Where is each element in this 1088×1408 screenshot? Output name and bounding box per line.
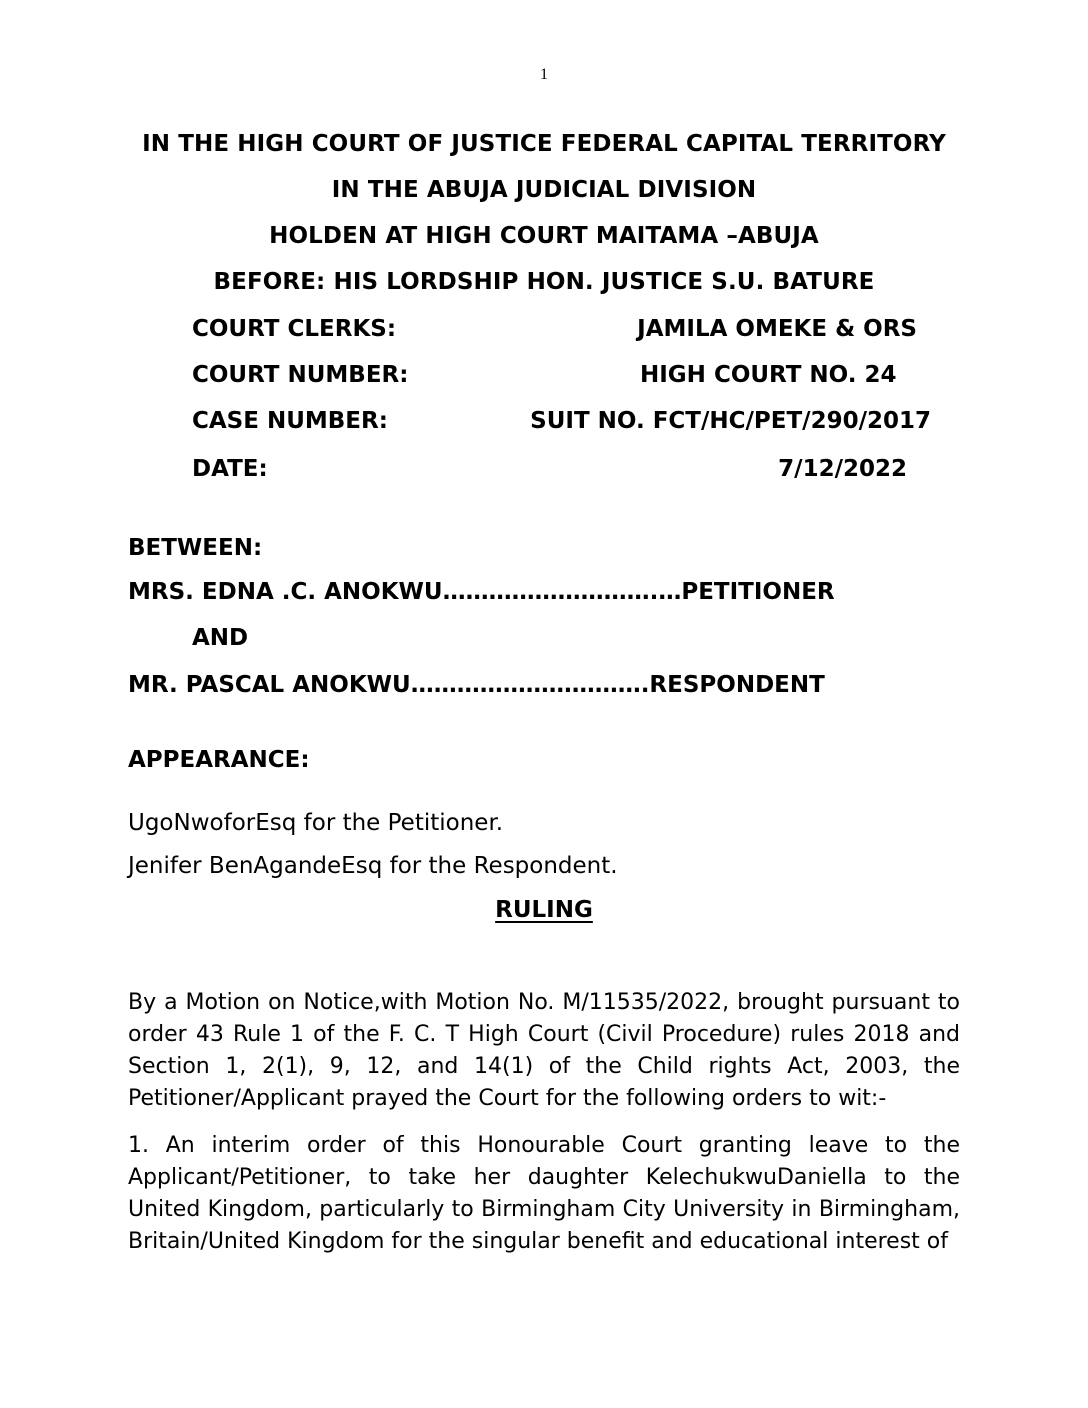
court-clerks-label: COURT CLERKS: <box>192 316 397 342</box>
ruling-heading: RULING <box>495 897 593 923</box>
case-number-label: CASE NUMBER: <box>192 408 388 434</box>
division-line: IN THE ABUJA JUDICIAL DIVISION <box>331 177 757 203</box>
and-line: AND <box>192 625 249 651</box>
between-heading: BETWEEN: <box>128 535 263 561</box>
court-number-value: HIGH COURT NO. 24 <box>640 362 897 388</box>
case-number-value: SUIT NO. FCT/HC/PET/290/2017 <box>530 408 931 434</box>
motion-paragraph: By a Motion on Notice,with Motion No. M/11535/2022, brought pursuant to order 43 Rule 1 of the F. C. T High Court (Civil Procedure) rules 2018 and Section 1, 2(1), 9, 12, and 14(1) of the Child rights Act, 2003, the Petitioner/Applicant prayed the Court for the following orders to wit:- <box>128 990 960 1111</box>
order-paragraph-1: 1. An interim order of this Honourable Court granting leave to the Applicant/Petitioner, to take her daughter KelechukwuDaniella to the United Kingdom, particularly to Birmingham City University in Birmingham, Britain/United Kingdom for the singular benefit and educational interest of <box>128 1133 960 1254</box>
court-number-label: COURT NUMBER: <box>192 362 409 388</box>
appearance-respondent: Jenifer BenAgandeEsq for the Respondent. <box>128 853 618 879</box>
appearance-petitioner: UgoNwoforEsq for the Petitioner. <box>128 810 504 836</box>
holden-line: HOLDEN AT HIGH COURT MAITAMA –ABUJA <box>269 223 819 249</box>
appearance-heading: APPEARANCE: <box>128 747 310 773</box>
respondent-line: MR. PASCAL ANOKWU………………………….RESPONDENT <box>128 672 825 698</box>
court-clerks-value: JAMILA OMEKE & ORS <box>637 316 917 342</box>
page-number: 1 <box>540 66 548 83</box>
date-value: 7/12/2022 <box>778 456 907 482</box>
before-line: BEFORE: HIS LORDSHIP HON. JUSTICE S.U. BATURE <box>213 269 875 295</box>
court-title: IN THE HIGH COURT OF JUSTICE FEDERAL CAPITAL TERRITORY <box>142 131 946 157</box>
date-label: DATE: <box>192 456 268 482</box>
petitioner-line: MRS. EDNA .C. ANOKWU……………………….…PETITIONER <box>128 579 835 605</box>
